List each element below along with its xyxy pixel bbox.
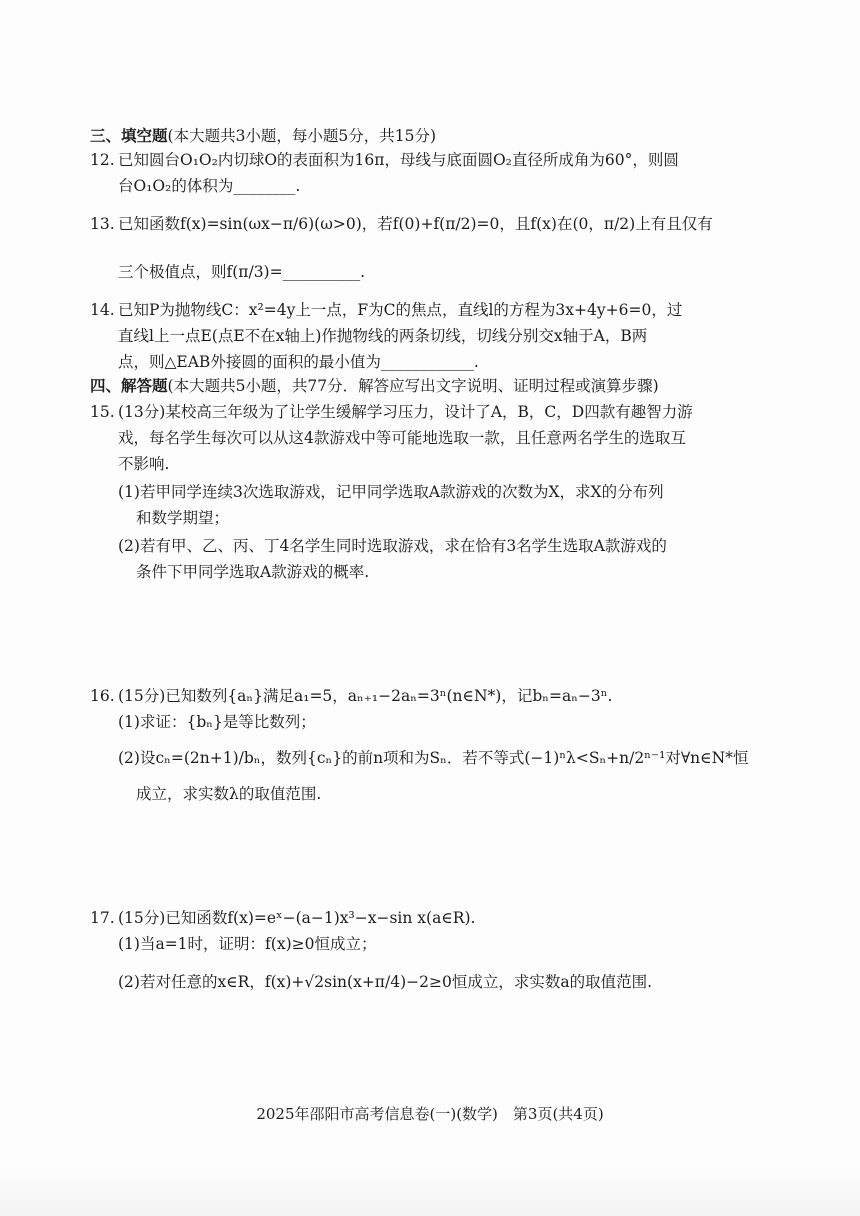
question-text: 台O₁O₂的体积为________. <box>118 177 301 195</box>
question-text: (2)若对任意的x∈R，f(x)+√2sin(x+π/4)−2≥0恒成立，求实数a的取值范围. <box>118 973 652 991</box>
question-17-part-1 <box>90 934 376 954</box>
question-16-part-2-cont <box>90 784 321 804</box>
question-12-cont <box>90 176 300 196</box>
question-14 <box>90 300 682 320</box>
question-text: 三个极值点，则f(π/3)=__________. <box>118 263 366 281</box>
question-14-cont <box>90 352 479 372</box>
question-text: (2)若有甲、乙、丙、丁4名学生同时选取游戏，求在恰有3名学生选取A款游戏的 <box>118 537 667 555</box>
question-15-part-2-cont <box>90 562 369 582</box>
question-number: 17. <box>90 909 115 927</box>
question-text: (15分)已知数列{aₙ}满足a₁=5，aₙ₊₁−2aₙ=3ⁿ(n∈N*)，记bₙ=aₙ−3ⁿ. <box>118 687 613 705</box>
question-text: 不影响. <box>118 455 170 473</box>
section-heading <box>90 376 659 396</box>
section-note: (本大题共3小题，每小题5分，共15分) <box>167 127 437 145</box>
question-text: (15分)已知函数f(x)=eˣ−(a−1)x³−x−sin x(a∈R). <box>118 909 476 927</box>
question-number: 12. <box>90 151 115 169</box>
question-text: 点，则△EAB外接圆的面积的最小值为____________. <box>118 353 479 371</box>
question-15-part-1 <box>90 482 664 502</box>
question-15 <box>90 402 693 422</box>
question-16-part-1 <box>90 712 316 732</box>
section-title: 四、解答题 <box>90 376 168 395</box>
question-text: 直线l上一点E(点E不在x轴上)作抛物线的两条切线，切线分别交x轴于A，B两 <box>118 327 648 345</box>
question-text: (13分)某校高三年级为了让学生缓解学习压力，设计了A，B，C，D四款有趣智力游 <box>118 403 693 421</box>
question-15-part-2 <box>90 536 667 556</box>
question-15-cont <box>90 428 686 448</box>
question-text: 已知P为抛物线C：x²=4y上一点，F为C的焦点，直线l的方程为3x+4y+6=0，过 <box>118 301 683 319</box>
question-13 <box>90 214 713 234</box>
section-heading <box>90 126 436 146</box>
question-15-part-1-cont <box>90 508 229 528</box>
section-note: (本大题共5小题，共77分．解答应写出文字说明、证明过程或演算步骤) <box>167 377 659 395</box>
section-title: 三、填空题 <box>90 126 168 145</box>
question-17 <box>90 908 475 928</box>
question-number: 15. <box>90 403 115 421</box>
question-12 <box>90 150 679 170</box>
question-text: 成立，求实数λ的取值范围. <box>136 785 322 803</box>
question-text: 条件下甲同学选取A款游戏的概率. <box>136 563 370 581</box>
question-text: (2)设cₙ=(2n+1)/bₙ，数列{cₙ}的前n项和为Sₙ．若不等式(−1)ⁿλ<Sₙ+n/2ⁿ⁻¹对∀n∈N*恒 <box>118 749 749 767</box>
question-text: 已知圆台O₁O₂内切球O的表面积为16π，母线与底面圆O₂直径所成角为60°，则圆 <box>118 151 679 169</box>
question-13-cont <box>90 262 365 282</box>
scan-edge <box>0 1170 860 1216</box>
question-text: 已知函数f(x)=sin(ωx−π/6)(ω>0)，若f(0)+f(π/2)=0，且f(x)在(0，π/2)上有且仅有 <box>118 215 713 233</box>
question-number: 14. <box>90 301 115 319</box>
question-text: 戏，每名学生每次可以从这4款游戏中等可能地选取一款，且任意两名学生的选取互 <box>118 429 686 447</box>
question-14-cont <box>90 326 647 346</box>
question-text: (1)当a=1时，证明：f(x)≥0恒成立； <box>118 935 377 953</box>
question-text: (1)若甲同学连续3次选取游戏，记甲同学选取A款游戏的次数为X，求X的分布列 <box>118 483 664 501</box>
question-17-part-2 <box>90 972 652 992</box>
question-16-part-2 <box>90 748 748 768</box>
question-text: 和数学期望； <box>136 509 230 527</box>
question-15-cont <box>90 454 169 474</box>
question-16 <box>90 686 612 706</box>
page-footer: 2025年邵阳市高考信息卷(一)(数学) 第3页(共4页) <box>256 1105 604 1123</box>
question-number: 13. <box>90 215 115 233</box>
question-text: (1)求证：{bₙ}是等比数列； <box>118 713 316 731</box>
question-number: 16. <box>90 687 115 705</box>
